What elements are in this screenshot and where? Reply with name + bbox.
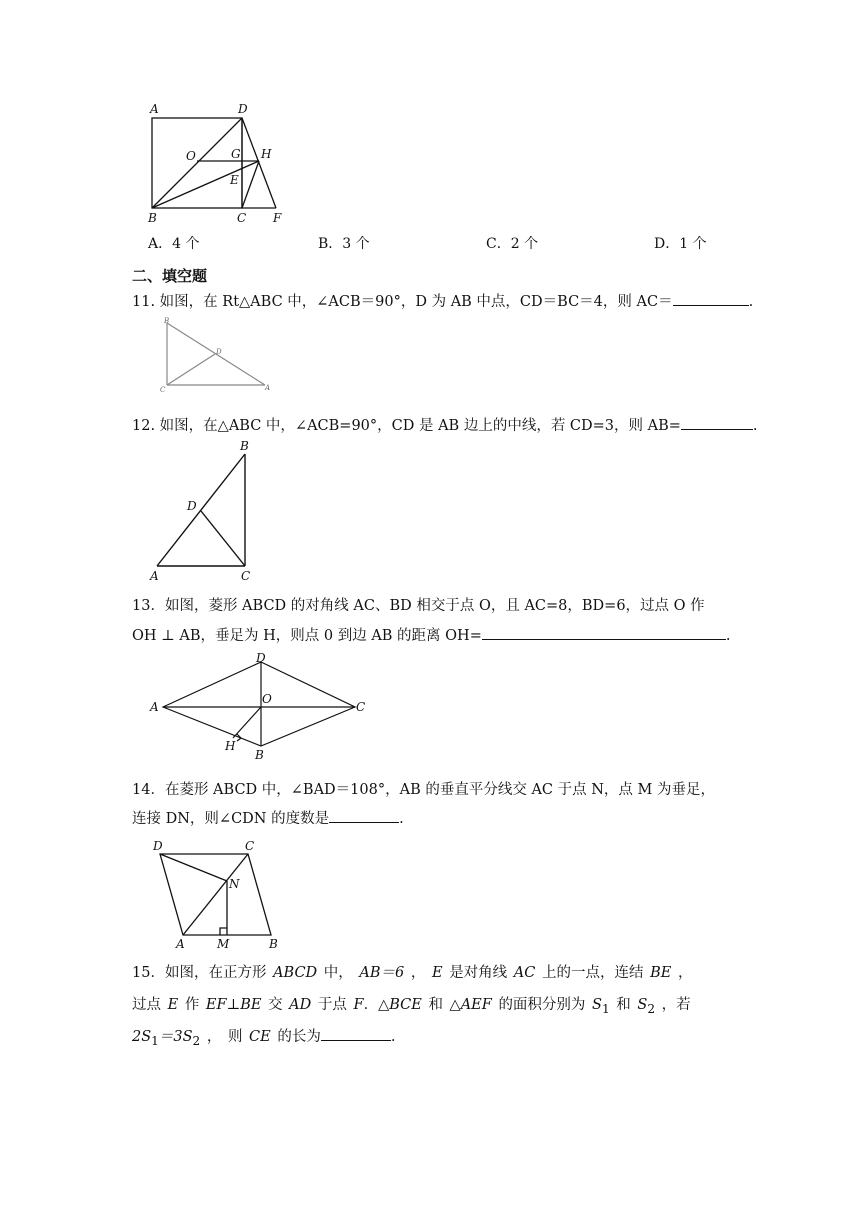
question-12-end: . <box>752 418 758 434</box>
q15-text-17: 则 <box>227 1029 243 1045</box>
q15-text-4: 是对角线 <box>449 965 508 981</box>
fig10-label-e: E <box>230 173 239 187</box>
question-13-line-2 <box>132 624 730 645</box>
q15-math-e: E <box>431 965 443 981</box>
q15-text-3: ， <box>410 965 426 981</box>
fig12-label-b: B <box>240 439 249 453</box>
q15-math-ce: CE <box>249 1029 271 1045</box>
question-15-line-3 <box>132 1025 395 1048</box>
q15-sub-3: 1 <box>151 1033 159 1048</box>
fig13-label-d: D <box>256 651 266 665</box>
q15-math-aef: △AEF <box>449 997 492 1013</box>
answer-blank-12[interactable] <box>681 415 753 430</box>
q15-text-18: 的长为 <box>277 1029 321 1045</box>
fig10-label-h: H <box>261 147 272 161</box>
figure-q13 <box>145 650 375 762</box>
question-14-line-2 <box>132 807 404 828</box>
option-d-letter: D． <box>654 236 680 252</box>
q15-math-s2: S <box>637 997 648 1013</box>
question-11-end: . <box>748 294 754 310</box>
question-13-end: . <box>725 628 731 644</box>
q15-text-8: 作 <box>184 997 200 1013</box>
q15-math-ad: AD <box>289 997 312 1013</box>
q15-math-bce: △BCE <box>378 997 422 1013</box>
q15-text-13: 的面积分别为 <box>498 997 586 1013</box>
option-d <box>654 233 707 253</box>
option-a <box>148 233 199 253</box>
fig10-label-o: O <box>186 149 196 163</box>
fig10-label-d: D <box>238 102 248 116</box>
q15-text-2: 中， <box>323 965 353 981</box>
question-14-text: 连接 DN，则∠CDN 的度数是 <box>132 811 330 827</box>
option-b <box>318 233 370 253</box>
fig13-label-h: H <box>225 739 236 753</box>
figure-q12 <box>145 438 260 586</box>
figure-q14 <box>145 834 295 954</box>
question-11 <box>132 290 753 311</box>
fig12-label-d: D <box>187 499 197 513</box>
fig12-label-a: A <box>150 569 159 583</box>
answer-blank-11[interactable] <box>673 291 749 306</box>
fig13-label-b: B <box>255 748 264 762</box>
fig14-label-n: N <box>229 877 240 891</box>
answer-blank-14[interactable] <box>329 808 399 823</box>
figure-q10 <box>140 98 300 230</box>
option-a-text: 4 个 <box>172 236 200 252</box>
q15-math-abcd: ABCD <box>273 965 318 981</box>
option-a-letter: A． <box>148 236 173 252</box>
q15-math-be: BE <box>650 965 672 981</box>
q15-text-16: ， <box>206 1029 222 1045</box>
q15-text-1: 15．如图，在正方形 <box>132 965 267 981</box>
fig13-label-c: C <box>356 700 366 714</box>
question-13-text: OH ⊥ AB，垂足为 H，则点 0 到边 AB 的距离 OH= <box>132 628 482 644</box>
question-15-end: . <box>390 1029 396 1045</box>
fig14-label-d: D <box>153 839 163 853</box>
fig11-label-b: B <box>164 317 170 325</box>
q15-text-7: 过点 <box>132 997 161 1013</box>
q15-text-11: ． <box>363 997 379 1013</box>
fig14-label-a: A <box>176 937 185 951</box>
question-12 <box>132 414 758 435</box>
option-b-letter: B． <box>318 236 343 252</box>
fig10-label-b: B <box>148 211 157 225</box>
option-c-text: 2 个 <box>510 236 539 252</box>
option-c-letter: C． <box>486 236 511 252</box>
question-11-text: 11. 如图，在 Rt△ABC 中，∠ACB＝90°，D 为 AB 中点，CD＝BC＝4，则 AC＝ <box>132 294 673 310</box>
q15-text-12: 和 <box>428 997 443 1013</box>
q15-sub-1: 1 <box>601 1001 610 1016</box>
q15-math-ac: AC <box>513 965 536 981</box>
q15-math-ab6: AB＝6 <box>359 965 405 981</box>
fig11-label-d: D <box>216 348 222 356</box>
q15-text-14: 和 <box>616 997 631 1013</box>
question-14-end: . <box>399 811 404 827</box>
fig13-label-o: O <box>262 692 272 706</box>
fig11-label-a: A <box>265 384 271 392</box>
option-c <box>486 233 538 253</box>
figure-q11 <box>155 315 280 395</box>
fig10-label-c: C <box>237 211 247 225</box>
q15-text-6: ， <box>677 965 693 981</box>
answer-blank-13[interactable] <box>482 625 726 640</box>
question-15-line-2 <box>132 993 691 1016</box>
q15-math-s1: S <box>592 997 602 1013</box>
q15-text-5: 上的一点，连结 <box>541 965 644 981</box>
q15-sub-2: 2 <box>647 1001 656 1016</box>
q15-math-eq-a: 2S <box>132 1029 152 1045</box>
q15-text-15: ，若 <box>661 997 691 1013</box>
q15-math-f: F <box>353 997 364 1013</box>
answer-blank-15[interactable] <box>321 1026 391 1041</box>
q15-text-9: 交 <box>268 997 283 1013</box>
q15-math-efbe: EF⊥BE <box>205 997 262 1013</box>
fig10-label-a: A <box>150 102 159 116</box>
q15-math-e2: E <box>167 997 179 1013</box>
question-13-line-1: 13．如图，菱形 ABCD 的对角线 AC、BD 相交于点 O，且 AC=8，BD=6，过点 O 作 <box>132 598 705 614</box>
fig12-label-c: C <box>241 569 251 583</box>
option-b-text: 3 个 <box>342 236 370 252</box>
question-15-line-1 <box>132 961 692 982</box>
question-14-line-1: 14．在菱形 ABCD 中，∠BAD＝108°，AB 的垂直平分线交 AC 于点 N，点 M 为垂足， <box>132 782 715 798</box>
fig14-label-m: M <box>217 937 230 951</box>
option-d-text: 1 个 <box>679 236 707 252</box>
fig14-label-c: C <box>245 839 255 853</box>
fig10-label-f: F <box>273 211 282 225</box>
q15-text-10: 于点 <box>317 997 347 1013</box>
q15-math-eq-b: ＝3S <box>158 1029 193 1045</box>
fig11-label-c: C <box>160 386 166 394</box>
fig14-label-b: B <box>269 937 278 951</box>
q15-sub-4: 2 <box>192 1033 201 1048</box>
fig10-label-g: G <box>231 147 241 161</box>
question-12-text: 12. 如图，在△ABC 中，∠ACB=90°，CD 是 AB 边上的中线，若 CD=3，则 AB= <box>132 418 681 434</box>
fig13-label-a: A <box>150 700 159 714</box>
section-title: 二、填空题 <box>132 267 208 285</box>
